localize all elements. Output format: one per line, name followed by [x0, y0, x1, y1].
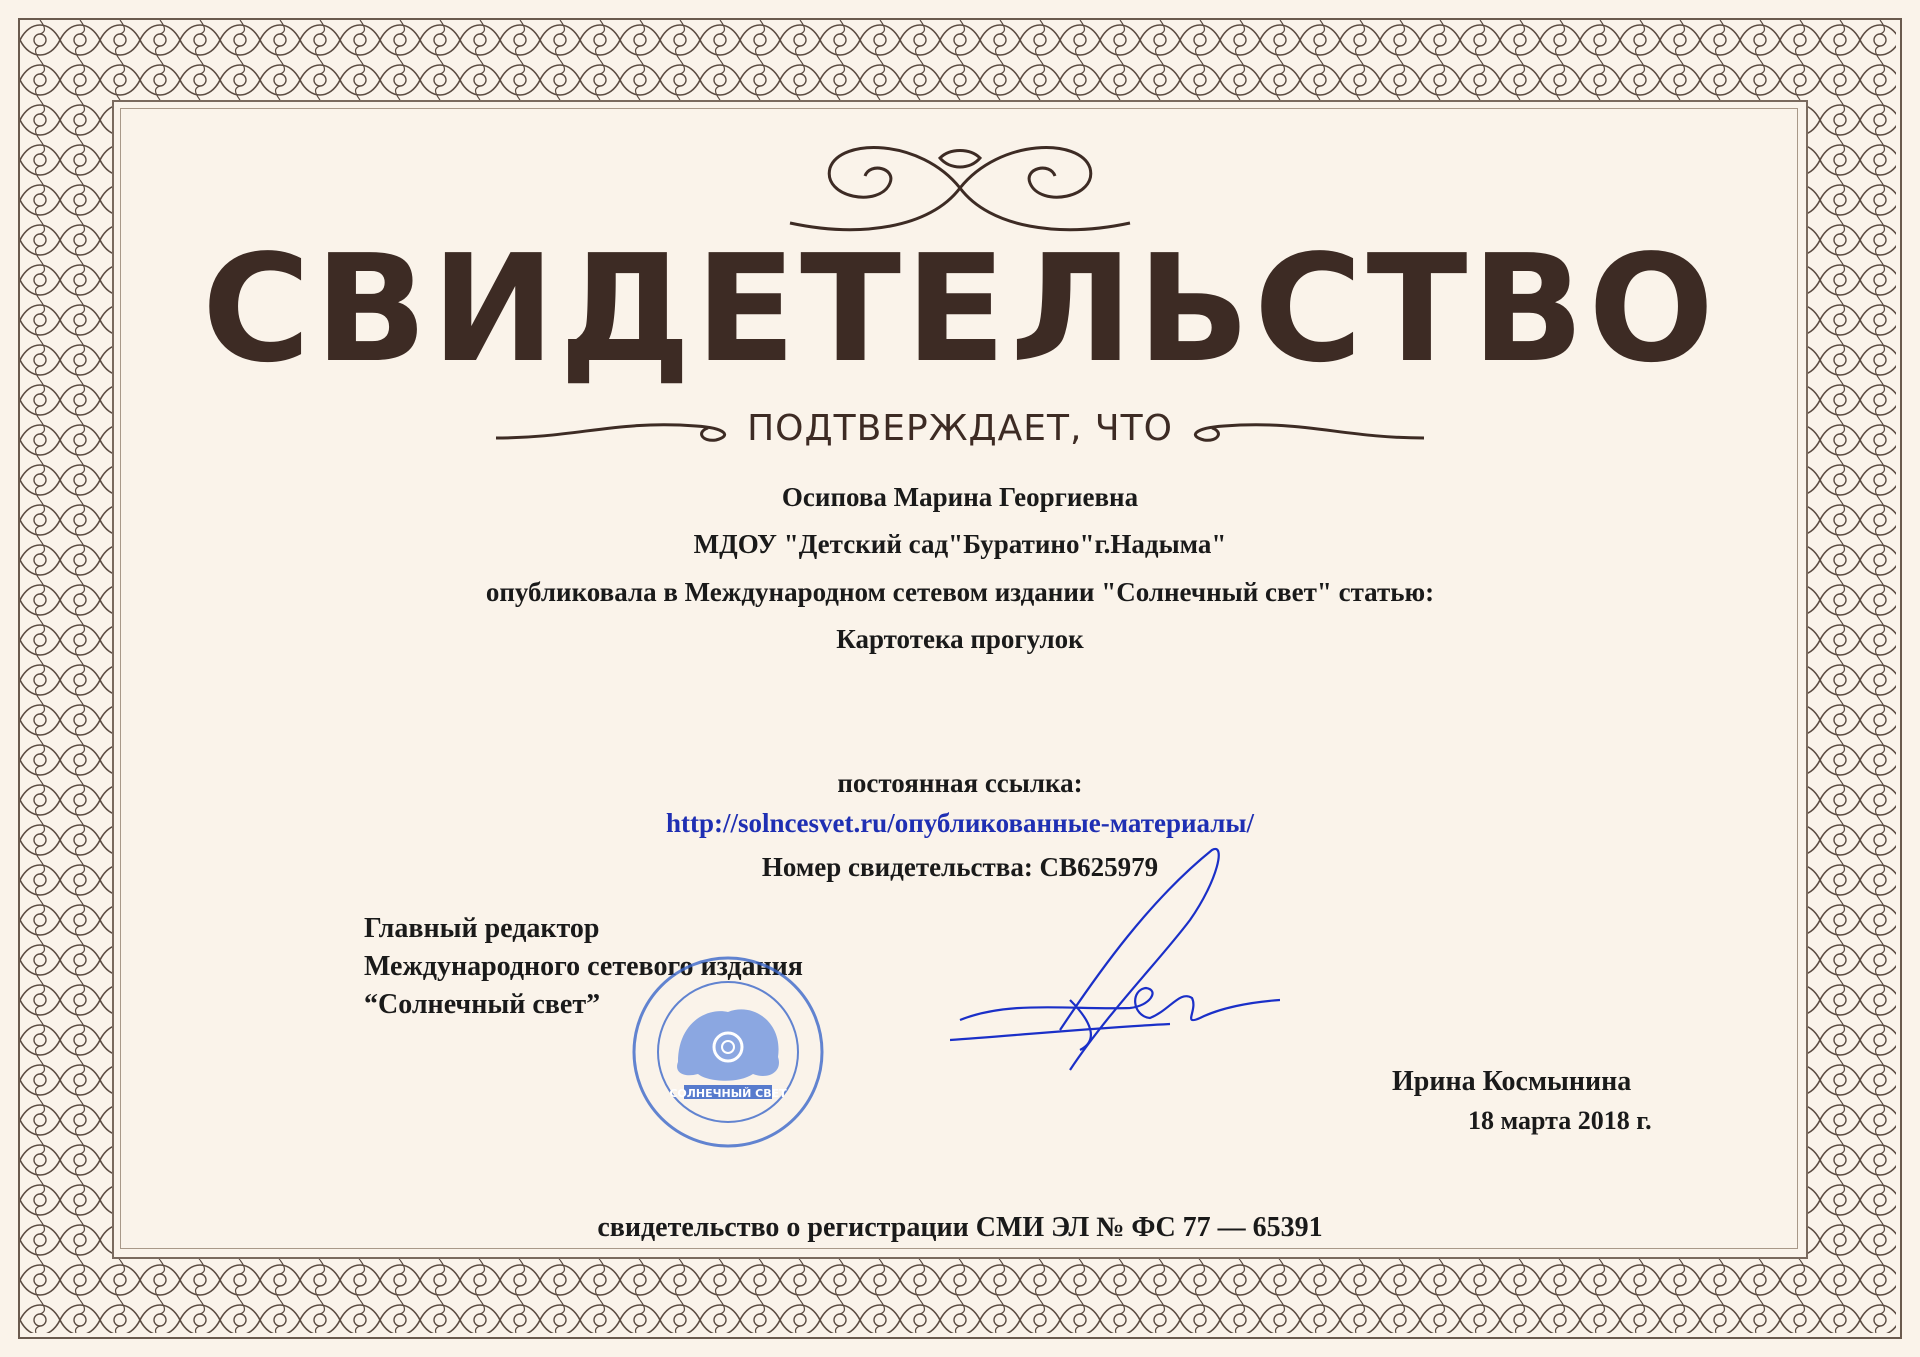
recipient-name: Осипова Марина Георгиевна — [781, 482, 1139, 512]
publication-statement: опубликовала в Международном сетевом издании "Солнечный свет" статью: — [485, 577, 1435, 607]
organization: МДОУ "Детский сад"Буратино"г.Надыма" — [693, 529, 1227, 559]
editor-line-1: Главный редактор — [364, 913, 600, 944]
signer-name: Ирина Космынина — [1392, 1066, 1632, 1097]
certificate-title: СВИДЕТЕЛЬСТВО — [201, 223, 1719, 395]
right-flourish-ornament — [1184, 416, 1424, 446]
issue-date: 18 марта 2018 г. — [1468, 1106, 1652, 1135]
permalink-link[interactable]: http://solncesvet.ru/опубликованные-материалы/ — [665, 808, 1255, 838]
editor-line-2: Международного сетевого издания — [364, 951, 803, 982]
certificate-subtitle: ПОДТВЕРЖДАЕТ, ЧТО — [747, 408, 1173, 449]
publication-stamp — [628, 952, 828, 1152]
handwritten-signature — [950, 840, 1280, 1080]
stamp-center-text: СОЛНЕЧНЫЙ СВЕТ — [669, 1087, 787, 1100]
certificate-number: Номер свидетельства: СВ625979 — [761, 852, 1159, 882]
permalink-label: постоянная ссылка: — [837, 768, 1083, 798]
editor-line-3: “Солнечный свет” — [364, 989, 601, 1020]
article-title: Картотека прогулок — [836, 624, 1084, 654]
subtitle-row — [0, 408, 1920, 452]
registration-line: свидетельство о регистрации СМИ ЭЛ № ФС 77 — 65391 — [597, 1212, 1323, 1243]
